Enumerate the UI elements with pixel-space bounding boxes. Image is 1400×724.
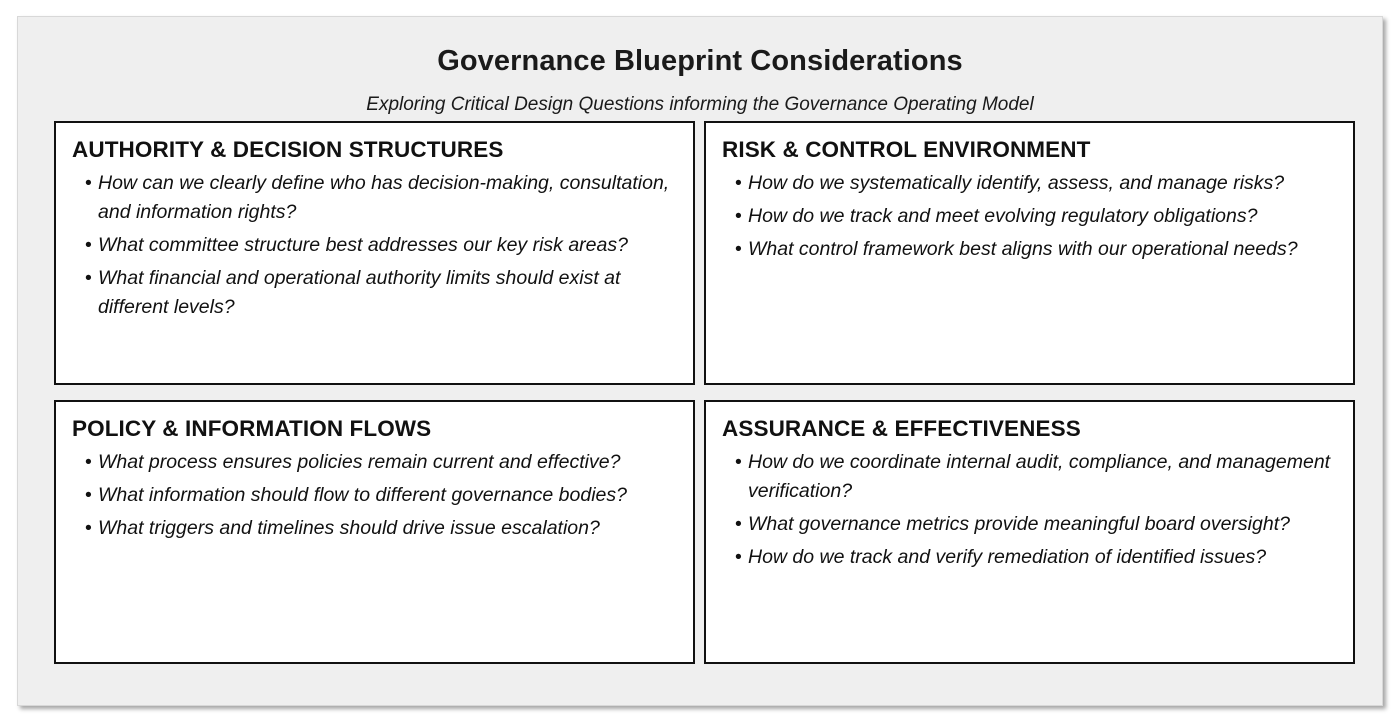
quadrant-authority-decision-structures [54, 121, 695, 385]
question-item: • How do we systematically identify, assess, and manage risks? [722, 169, 1337, 198]
question-list [72, 448, 677, 543]
page-subtitle: Exploring Critical Design Questions informing the Governance Operating Model [366, 94, 1034, 115]
question-item: • What financial and operational authority limits should exist at different levels? [72, 264, 677, 322]
question-item: • How do we track and meet evolving regulatory obligations? [722, 202, 1337, 231]
question-item: • What control framework best aligns with our operational needs? [722, 235, 1337, 264]
question-item: • How do we track and verify remediation of identified issues? [722, 543, 1337, 572]
quadrant-risk-control-environment [704, 121, 1355, 385]
question-item: • What information should flow to different governance bodies? [72, 481, 677, 510]
quadrant-title: ASSURANCE & EFFECTIVENESS [722, 416, 1081, 441]
quadrant-title: RISK & CONTROL ENVIRONMENT [722, 137, 1091, 162]
question-item: • What committee structure best addresses our key risk areas? [72, 231, 677, 260]
quadrant-assurance-effectiveness [704, 400, 1355, 664]
question-list [722, 169, 1337, 264]
question-item: • What triggers and timelines should drive issue escalation? [72, 514, 677, 543]
quadrant-policy-information-flows [54, 400, 695, 664]
quadrant-title: POLICY & INFORMATION FLOWS [72, 416, 432, 441]
question-item: • What governance metrics provide meaningful board oversight? [722, 510, 1337, 539]
slide-canvas [17, 16, 1383, 706]
page-title: Governance Blueprint Considerations [437, 45, 963, 77]
question-item: • How can we clearly define who has decision-making, consultation, and information rights? [72, 169, 677, 227]
question-list [72, 169, 677, 322]
quadrant-title: AUTHORITY & DECISION STRUCTURES [72, 137, 504, 162]
question-list [722, 448, 1337, 572]
question-item: • What process ensures policies remain current and effective? [72, 448, 677, 477]
question-item: • How do we coordinate internal audit, compliance, and management verification? [722, 448, 1337, 506]
